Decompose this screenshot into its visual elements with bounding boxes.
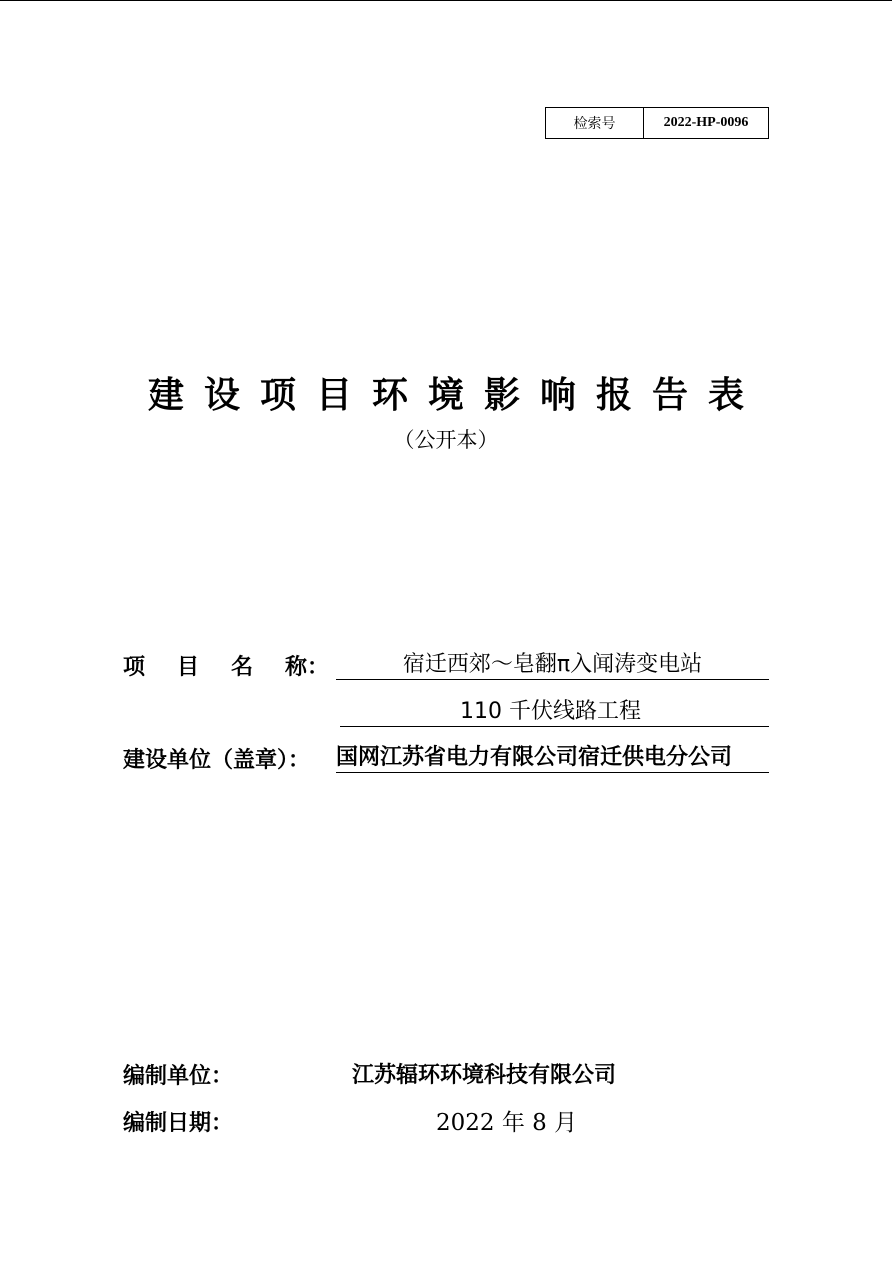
project-name-label: 项 目 名 称： <box>123 655 330 680</box>
index-number-box <box>545 107 769 139</box>
date-label: 编制日期： <box>123 1111 234 1136</box>
compiler-label: 编制单位： <box>123 1064 234 1089</box>
document-title: 建设项目环境影响报告表 <box>147 375 764 416</box>
project-name-line1: 宿迁西郊～皂翻π入闻涛变电站 <box>336 650 769 680</box>
project-name-line2: 110 千伏线路工程 <box>340 697 769 727</box>
page-top-border <box>0 0 892 1</box>
index-label: 检索号 <box>546 108 644 138</box>
index-value: 2022-HP-0096 <box>663 115 749 130</box>
compiler-value: 江苏辐环环境科技有限公司 <box>352 1063 617 1088</box>
builder-value: 国网江苏省电力有限公司宿迁供电分公司 <box>336 743 769 773</box>
date-value: 2022 年 8 月 <box>436 1110 578 1136</box>
builder-label: 建设单位（盖章）： <box>123 748 311 773</box>
document-subtitle: （公开本） <box>393 428 499 452</box>
